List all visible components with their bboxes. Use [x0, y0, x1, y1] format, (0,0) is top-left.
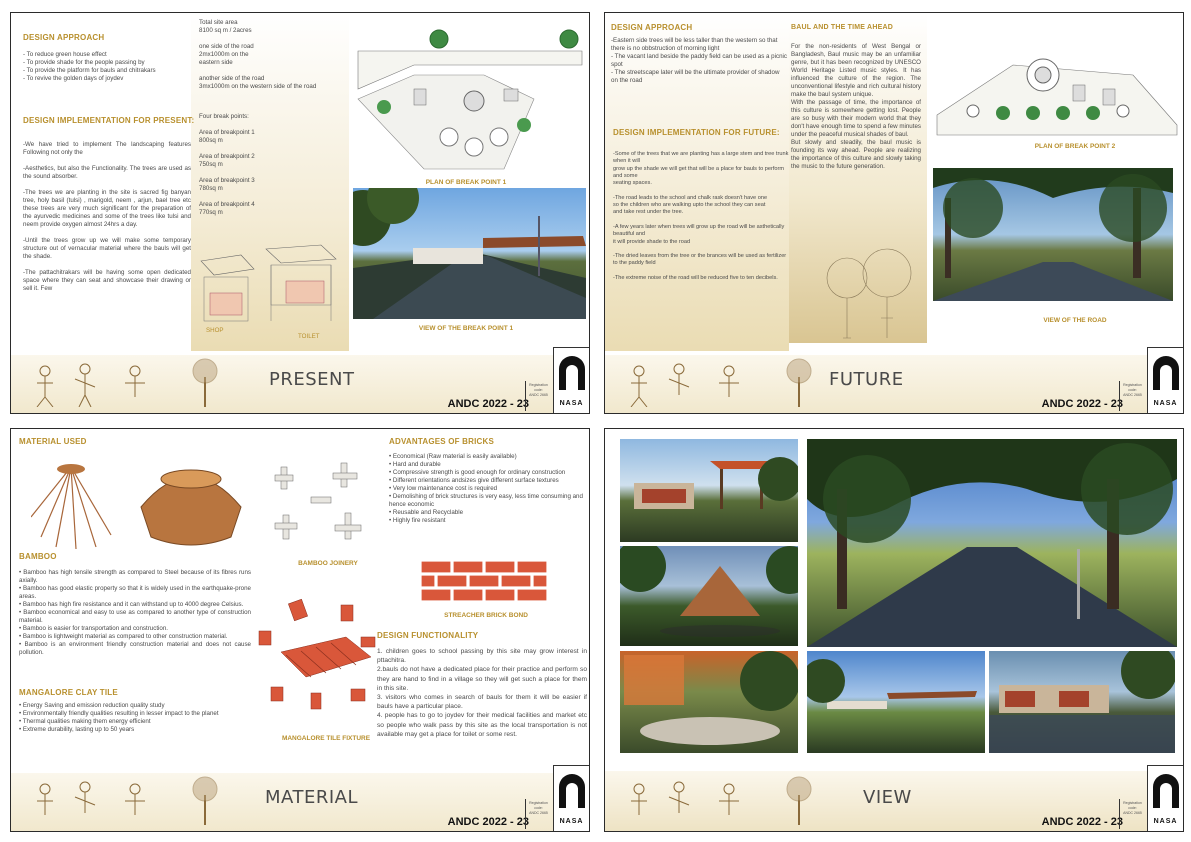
registration-box: [1119, 799, 1145, 829]
implementation-heading: DESIGN IMPLEMENTATION FOR PRESENT:: [23, 116, 195, 125]
implementation-text: -Some of the trees that we are planting has a large stem and tree trunk when it will grow up the shade we will get that will be a place for bauls to perform and some seating spaces. -The road leads to the school and chalk rask doesn't have one so the children who are walking upto the school they can seat and take rest under the tree. -A few years later when trees will grow up the road will be asthetically beautiful and it will provide shade to the road -The dried leaves from the tree or the brances will be used as fertilizer to the paddy field -The extreme noise of the road will be reduced five to ten decibels.: [613, 151, 789, 282]
registration-code: ANDC 2665: [1123, 811, 1142, 815]
sheet-title: MATERIAL: [265, 787, 358, 808]
sheet-title: PRESENT: [269, 369, 355, 390]
render-bamboo-dome: [620, 546, 798, 646]
nasa-text: NASA: [1153, 818, 1178, 825]
toilet-label: TOILET: [298, 333, 320, 340]
render-pavilion-wall: [620, 439, 798, 542]
functionality-text: 1. children goes to school passing by this site may grow interest in pttachitra. 2.bauls do not have a dedicated place for their practice and perform so they are hand to find in a village so they will get such a place for them in this site. 3. visitors who comes in search of bauls for them it will be easier if bauls have a particular place. 4. people has to go to joydev for their medical facilities and market etc so people who walk pass by this site as the local transportation is not available may get a place for toilet or some rest.: [377, 648, 587, 738]
plan-breakpoint-1: [354, 29, 586, 175]
bamboo-joinery-illustration: [271, 459, 381, 551]
registration-box: [525, 381, 551, 411]
design-approach-heading: DESIGN APPROACH: [611, 23, 693, 32]
render-seating-circle: [620, 651, 798, 753]
render-open-shelter: [807, 651, 985, 753]
bamboo-joinery-caption: BAMBOO JOINERY: [298, 560, 358, 567]
implementation-heading: DESIGN IMPLEMENTATION FOR FUTURE:: [613, 128, 780, 137]
nasa-text: NASA: [1153, 400, 1178, 407]
functionality-heading: DESIGN FUNCTIONALITY: [377, 631, 479, 640]
mangalore-tile-illustration: [251, 597, 391, 717]
registration-label: Registration code:: [529, 383, 548, 392]
baul-art-illustration: [619, 357, 849, 407]
baul-art-illustration: [25, 357, 255, 407]
nasa-arch-icon: [559, 774, 585, 808]
stretcher-bond-caption: STREACHER BRICK BOND: [444, 612, 528, 619]
site-area-text: Total site area 8100 sq m / 2acres one side of the road 2mx1000m on the eastern side another side of the road 3mx1000m on the western side of the road: [199, 19, 317, 90]
sheet-title: VIEW: [863, 787, 912, 808]
registration-code: ANDC 2665: [1123, 393, 1142, 397]
registration-box: [525, 799, 551, 829]
view-of-road-caption: VIEW OF THE ROAD: [1043, 317, 1107, 324]
sheet-view: [604, 428, 1184, 832]
nasa-logo-box: [1147, 347, 1183, 413]
view-breakpoint-1-image: [353, 188, 586, 319]
bamboo-dome-illustration: [31, 457, 251, 557]
stretcher-bond-illustration: [419, 559, 549, 603]
bamboo-text: • Bamboo has high tensile strength as compared to Steel because of its fibres runs axially. • Bamboo has good elastic property so that it is widely used in the earthquake-prone areas. • Bamboo has high fire resistance and it can withstand up to 4000 degree Celsius. • Bamboo economical and easy to use as compared to another type of construction material. • Bamboo is easier for transportation and construction. • Bamboo is lightweight material as compared to other construction material. • Bamboo is an environment friendly construction material and does not cause pollution.: [19, 569, 251, 656]
plan-breakpoint-2: [933, 35, 1181, 145]
bricks-text: • Economical (Raw material is easily available) • Hard and durable • Compressive strength is good enough for ordinary construction • Different orientations andsizes give different surface textures • Very low maintenance cost is required • Demolishing of brick structures is very easy, less time consuming and hence economic • Reusable and Recyclable • Highly fire resistant: [389, 453, 583, 524]
registration-label: Registration code:: [1123, 383, 1142, 392]
nasa-text: NASA: [559, 400, 584, 407]
bamboo-heading: BAMBOO: [19, 552, 57, 561]
baul-text: For the non-residents of West Bengal or Bangladesh, Baul music may be an unfamiliar genre, but it has been recognized by UNESCO World Heritage Listed music styles. It has influenced the culture of the region. The unconventional lifestyle and rich cultural history make the baul system unique. With the passage of time, the importance of this culture is somewhere getting lost. People are so busy with their modern world that they don't have enough time to spend a few minutes under the peaceful musical shades of baul. But slowly and steadily, the baul music is founding its way ahead. People are realizing the importance of this culture and slowly taking the music to the future generation.: [791, 43, 921, 170]
sheet-title: FUTURE: [829, 369, 904, 390]
baul-heading: BAUL AND THE TIME AHEAD: [791, 24, 893, 31]
plan-breakpoint-1-caption: PLAN OF BREAK POINT 1: [425, 179, 507, 186]
tree-sketch: [817, 248, 917, 343]
view-of-road-image: [933, 168, 1173, 301]
mangalore-text: • Energy Saving and emission reduction quality study • Environmentally friendly qualities resulting in lesser impact to the planet • Thermal qualities making them energy efficient • Extreme durability, lasting up to 50 years: [19, 702, 219, 733]
andc-label: ANDC 2022 - 23: [447, 398, 529, 410]
bricks-heading: ADVANTAGES OF BRICKS: [389, 437, 495, 446]
baul-art-illustration: [25, 775, 255, 825]
implementation-text: -We have tried to implement The landscaping features Following not only the -Aesthetics, but also the Functionality. The trees are used as the sound absorber. -The trees we are planting in the site is sacred fig banyan tree, holy basil (tulsi) , marigold, neem , arjun, bael tree etc these trees are very much significant for the preparation of the ayurvedic medicines and some of the trees like tulsi and neem provide oxygen almost 24hrs a day. -Until the trees grow up we will make some temporary structure out of vernacular material where the bauls will get the shade. -The pattachitrakars will be having some open dedicated space where they can seat and showcase their drawing or sell it. Few: [23, 141, 191, 292]
view-breakpoint-1-caption: VIEW OF THE BREAK POINT 1: [418, 325, 514, 332]
material-heading: MATERIAL USED: [19, 437, 87, 446]
registration-code: ANDC 2665: [529, 811, 548, 815]
design-approach-text: -Eastern side trees will be less taller than the western so that there is no obbstruction of morning light - The vacant land beside the paddy field can be used as a picnic spot - The streetscape later will be the ultimate provider of shadow on the road: [611, 37, 788, 84]
nasa-text: NASA: [559, 818, 584, 825]
breakpoints-text: Four break points: Area of breakpoint 1 800sq m Area of breakpoint 2 750sq m Area of breakpoint 3 780sq m Area of breakpoint 4 770sq m: [199, 113, 255, 216]
mangalore-heading: MANGALORE CLAY TILE: [19, 688, 118, 697]
sheet-material: [10, 428, 590, 832]
andc-label: ANDC 2022 - 23: [447, 816, 529, 828]
nasa-logo-box: [553, 347, 589, 413]
design-approach-heading: DESIGN APPROACH: [23, 33, 105, 42]
nasa-arch-icon: [1153, 356, 1179, 390]
mangalore-tile-caption: MANGALORE TILE FIXTURE: [281, 735, 371, 742]
nasa-logo-box: [553, 765, 589, 831]
design-approach-list: - To reduce green house effect - To provide shade for the people passing by - To provide the platform for bauls and chitrakars - To revive the golden days of joydev: [23, 51, 156, 82]
nasa-arch-icon: [1153, 774, 1179, 808]
sheet-present: [10, 12, 590, 414]
registration-box: [1119, 381, 1145, 411]
andc-label: ANDC 2022 - 23: [1041, 398, 1123, 410]
nasa-logo-box: [1147, 765, 1183, 831]
andc-label: ANDC 2022 - 23: [1041, 816, 1123, 828]
sheet-future: [604, 12, 1184, 414]
plan-breakpoint-2-caption: PLAN OF BREAK POINT 2: [1034, 143, 1116, 150]
registration-label: Registration code:: [1123, 801, 1142, 810]
registration-code: ANDC 2665: [529, 393, 548, 397]
baul-art-illustration: [619, 775, 849, 825]
registration-label: Registration code:: [529, 801, 548, 810]
nasa-arch-icon: [559, 356, 585, 390]
render-shaded-road: [807, 439, 1177, 647]
render-wall-reflection: [989, 651, 1175, 753]
shop-label: SHOP: [206, 327, 224, 334]
